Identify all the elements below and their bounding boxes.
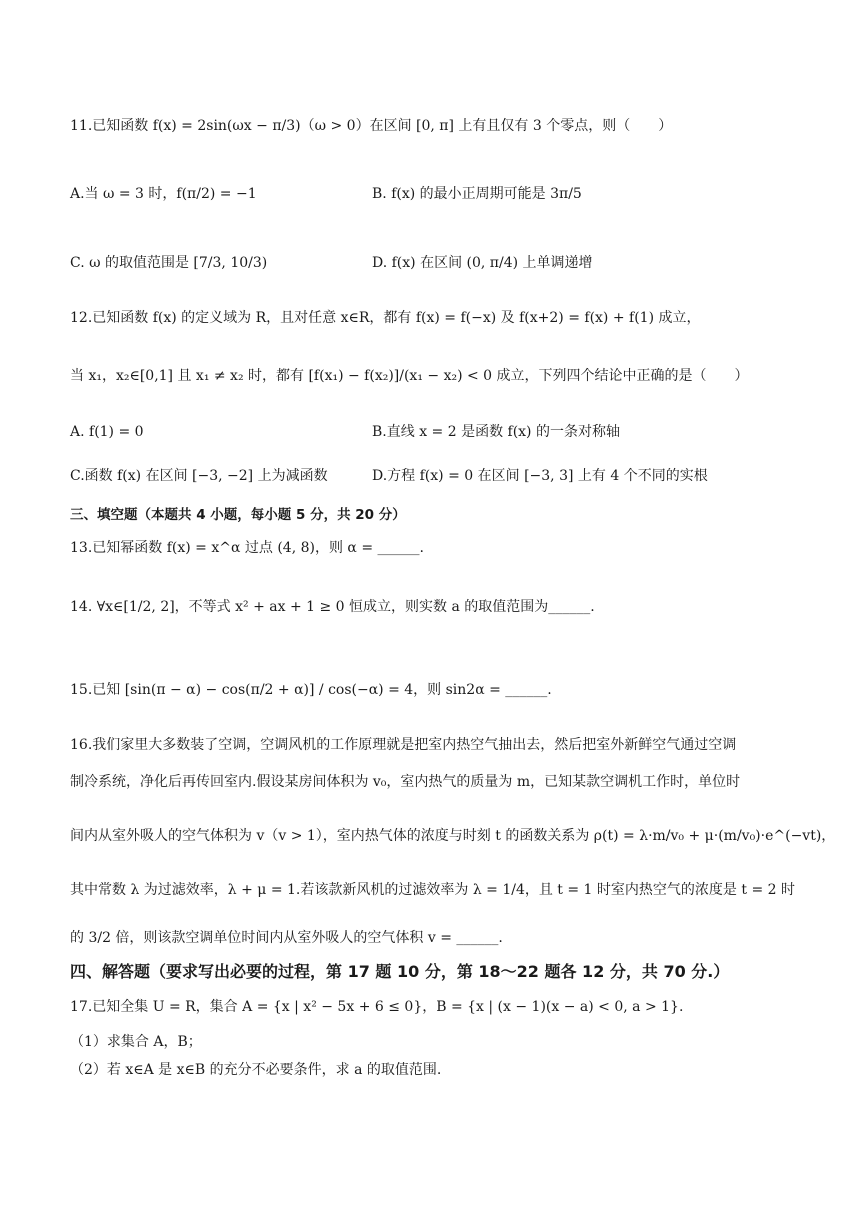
q12-option-a: A. f(1) = 0 — [70, 424, 144, 440]
q11-option-d: D. f(x) 在区间 (0, π/4) 上单调递增 — [372, 255, 593, 271]
q12-option-b: B.直线 x = 2 是函数 f(x) 的一条对称轴 — [372, 424, 620, 440]
q12-option-d: D.方程 f(x) = 0 在区间 [−3, 3] 上有 4 个不同的实根 — [372, 468, 708, 484]
q16-line4: 其中常数 λ 为过滤效率，λ + μ = 1.若该款新风机的过滤效率为 λ = 1/4，且 t = 1 时室内热空气的浓度是 t = 2 时 — [70, 882, 795, 898]
q12-stem-line2: 当 x₁，x₂∈[0,1] 且 x₁ ≠ x₂ 时，都有 [f(x₁) − f(x₂)]/(x₁ − x₂) < 0 成立，下列四个结论中正确的是（ ） — [70, 368, 749, 384]
q11-option-c: C. ω 的取值范围是 [7/3, 10/3) — [70, 255, 268, 271]
q12-option-c: C.函数 f(x) 在区间 [−3, −2] 上为减函数 — [70, 468, 328, 484]
q16-line1: 16.我们家里大多数装了空调，空调风机的工作原理就是把室内热空气抽出去，然后把室外新鲜空气通过空调 — [70, 737, 737, 753]
q16-line5: 的 3/2 倍，则该款空调单位时间内从室外吸人的空气体积 v = ______. — [70, 930, 503, 946]
section-4-heading: 四、解答题（要求写出必要的过程，第 17 题 10 分，第 18～22 题各 12 分，共 70 分.） — [70, 962, 730, 981]
q11-option-b: B. f(x) 的最小正周期可能是 3π/5 — [372, 186, 582, 202]
q15: 15.已知 [sin(π − α) − cos(π/2 + α)] / cos(−α) = 4，则 sin2α = ______. — [70, 682, 552, 698]
q14: 14. ∀x∈[1/2, 2]，不等式 x² + ax + 1 ≥ 0 恒成立，则实数 a 的取值范围为______. — [70, 599, 595, 615]
q13: 13.已知幂函数 f(x) = x^α 过点 (4, 8)，则 α = ______. — [70, 540, 424, 556]
q16-line3: 间内从室外吸人的空气体积为 v（v > 1），室内热气体的浓度与时刻 t 的函数关系为 ρ(t) = λ·m/v₀ + μ·(m/v₀)·e^(−vt)， — [70, 828, 836, 844]
q17-part1: （1）求集合 A，B； — [70, 1034, 202, 1050]
q17-part2: （2）若 x∈A 是 x∈B 的充分不必要条件，求 a 的取值范围. — [70, 1062, 442, 1078]
q16-line2: 制冷系统，净化后再传回室内.假设某房间体积为 v₀，室内热气的质量为 m，已知某款空调机工作时，单位时 — [70, 774, 741, 790]
q17-stem: 17.已知全集 U = R，集合 A = {x | x² − 5x + 6 ≤ 0}，B = {x | (x − 1)(x − a) < 0, a > 1}. — [70, 999, 684, 1015]
q11-option-a: A.当 ω = 3 时，f(π/2) = −1 — [70, 186, 257, 202]
section-3-heading: 三、填空题（本题共 4 小题，每小题 5 分，共 20 分） — [70, 507, 406, 523]
q11-stem: 11.已知函数 f(x) = 2sin(ωx − π/3)（ω > 0）在区间 [0, π] 上有且仅有 3 个零点，则（ ） — [70, 118, 673, 134]
q12-stem-line1: 12.已知函数 f(x) 的定义域为 R，且对任意 x∈R，都有 f(x) = f(−x) 及 f(x+2) = f(x) + f(1) 成立， — [70, 310, 701, 326]
